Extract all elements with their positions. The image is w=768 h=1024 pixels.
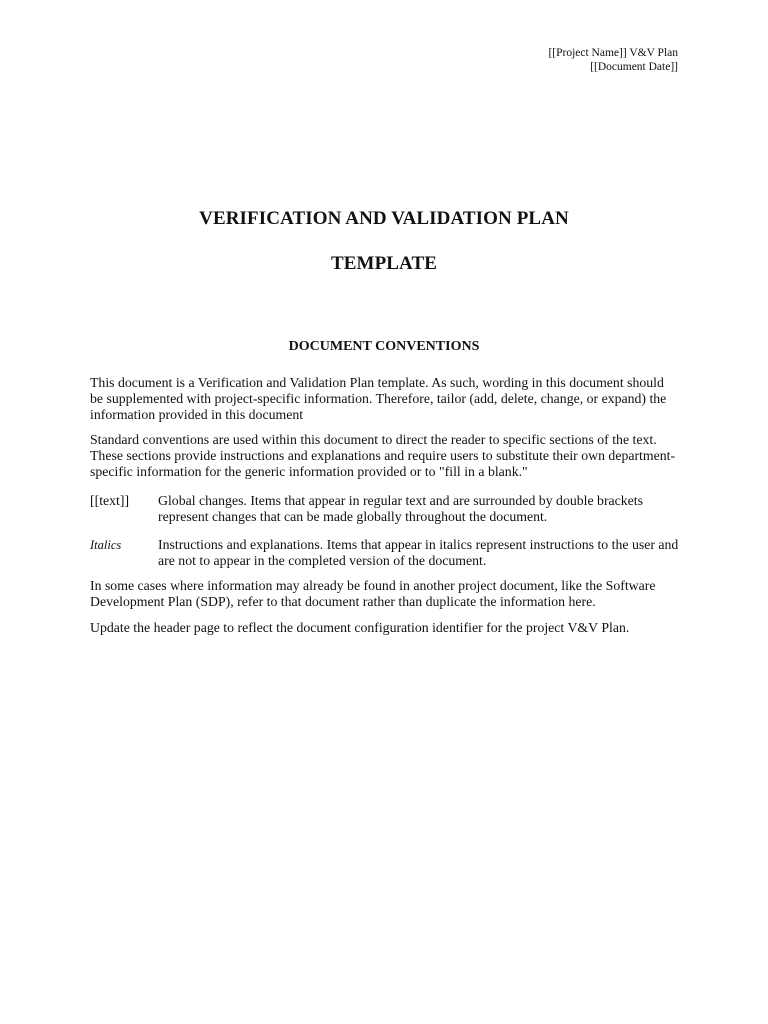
intro-paragraph — [90, 375, 680, 423]
sdp-paragraph — [90, 578, 680, 610]
header-project-plan: [[Project Name]] V&V Plan — [548, 47, 678, 59]
header-document-date: [[Document Date]] — [590, 60, 678, 73]
document-subtitle: TEMPLATE — [330, 253, 437, 274]
standard-conventions-text: Standard conventions are used within this document to direct the reader to specific sections of the text. These sections provide instructions and explanations and require users to substitute their own department-specific information for the generic information provided or to "fill in a blank." — [90, 432, 676, 480]
convention-term-brackets: [[text]] — [90, 493, 130, 508]
header-update-text: Update the header page to reflect the document configuration identifier for the project V&V Plan. — [90, 620, 630, 635]
header-update-paragraph — [90, 620, 680, 636]
document-title: VERIFICATION AND VALIDATION PLAN — [199, 208, 569, 229]
sdp-text: In some cases where information may already be found in another project document, like the Software Development Plan (SDP), refer to that document rather than duplicate the information here. — [90, 578, 656, 610]
page-header — [548, 47, 678, 74]
intro-text: This document is a Verification and Validation Plan template. As such, wording in this document should be supplemented with project-specific information. Therefore, tailor (add, delete, change, or expand) the information provided in this document — [90, 375, 667, 423]
convention-description-brackets: Global changes. Items that appear in regular text and are surrounded by double brackets represent changes that can be made globally throughout the document. — [158, 493, 644, 525]
section-heading: DOCUMENT CONVENTIONS — [288, 339, 480, 354]
convention-term-italics: Italics — [90, 538, 122, 552]
standard-conventions-paragraph — [90, 432, 680, 480]
convention-description-italics: Instructions and explanations. Items that appear in italics represent instructions to the user and are not to appear in the completed version of the document. — [158, 537, 679, 569]
